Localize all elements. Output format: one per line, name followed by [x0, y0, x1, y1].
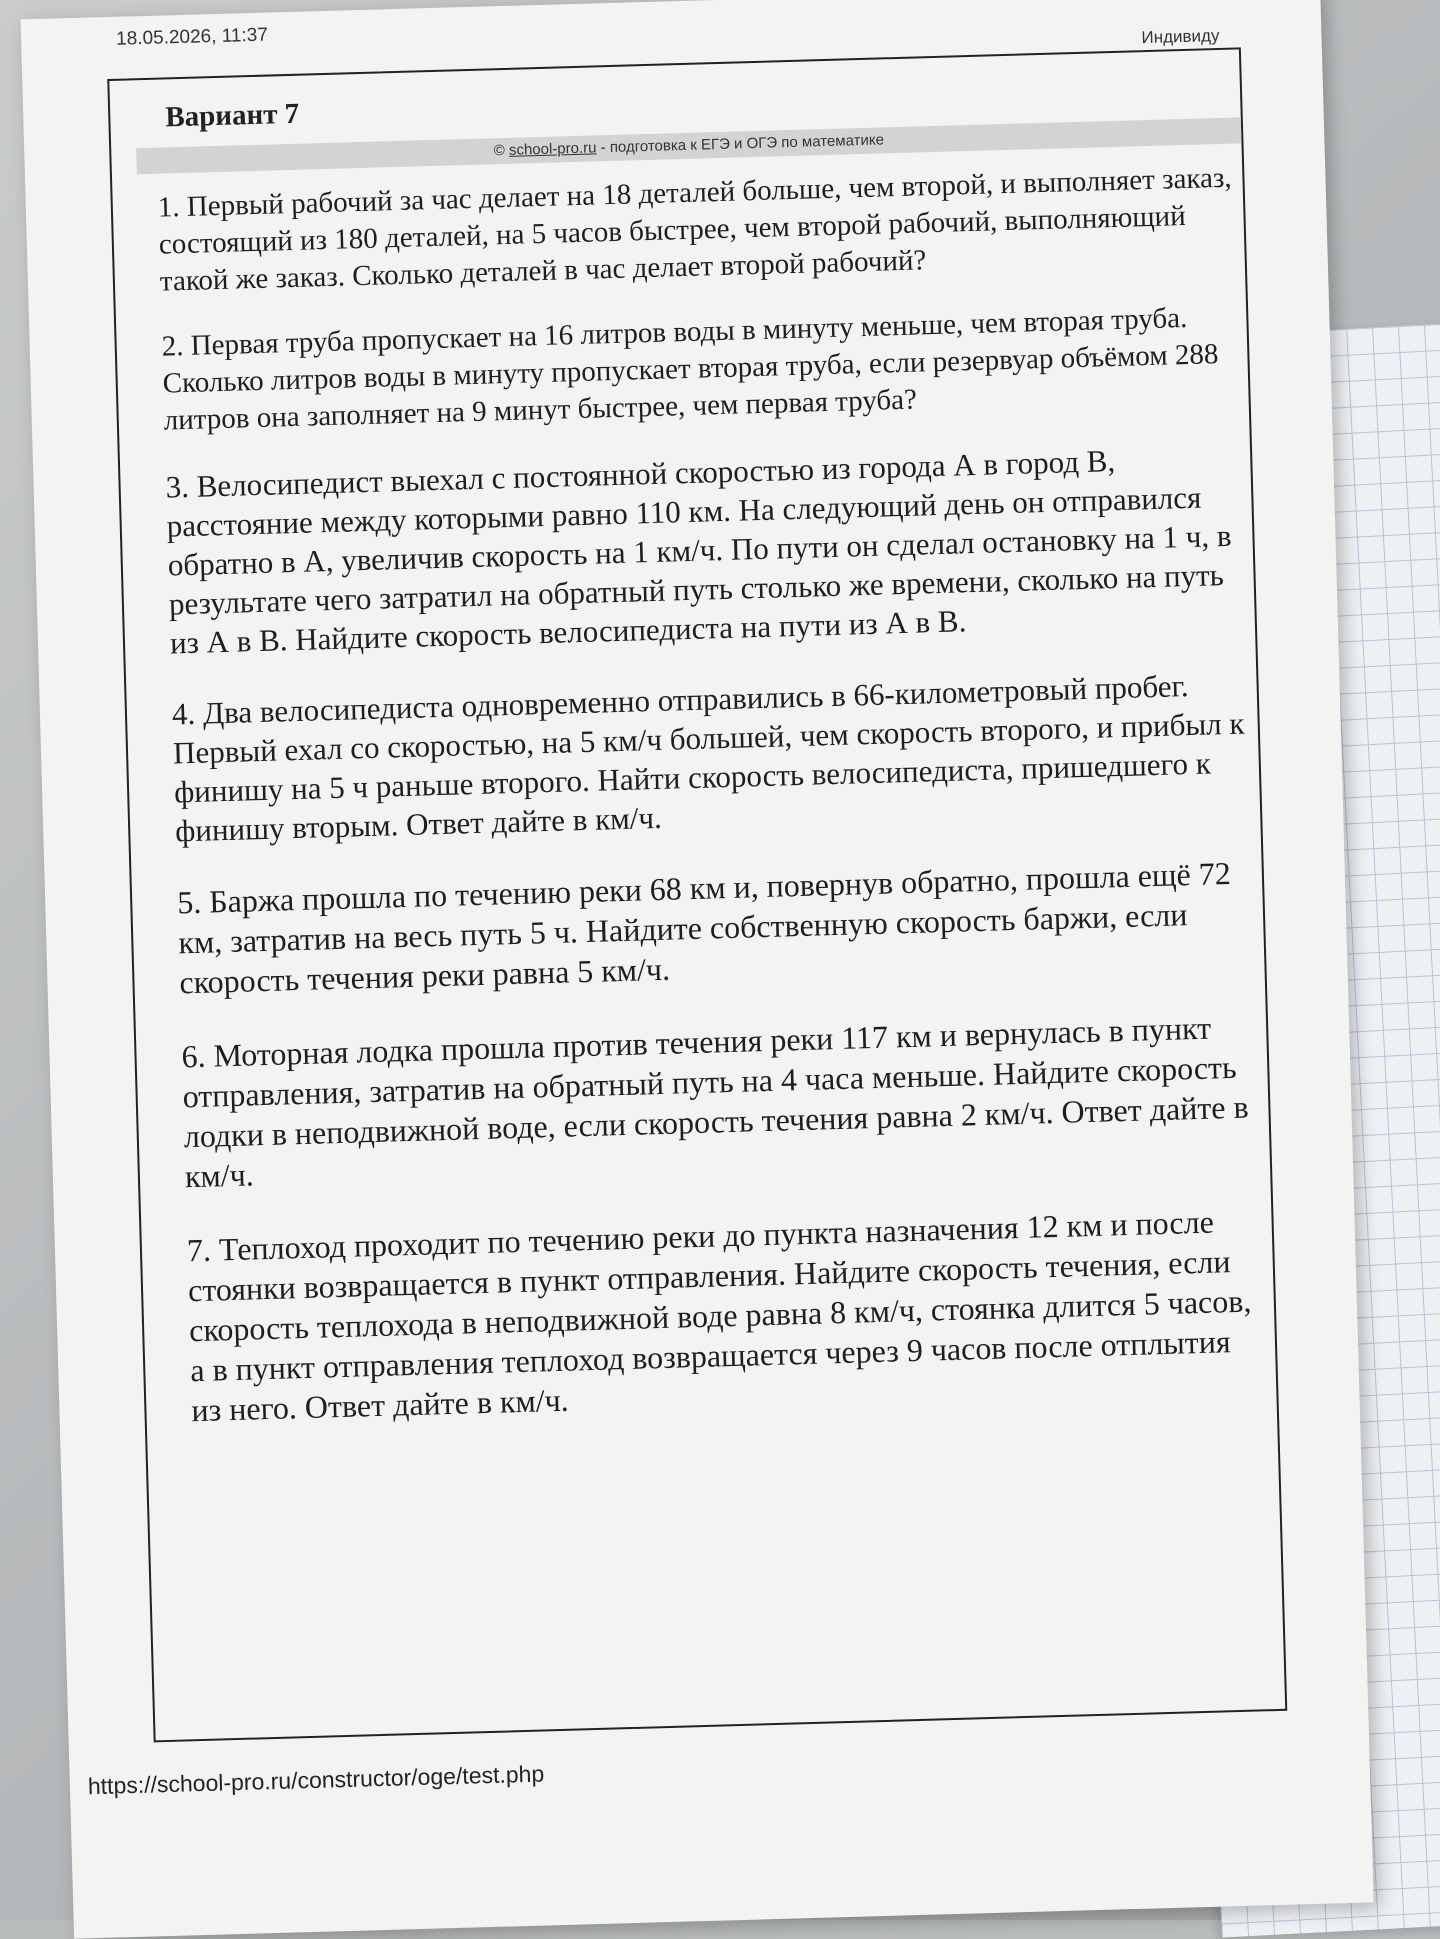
source-prefix: © [493, 141, 510, 160]
problem-7: 7. Теплоход проходит по течению реки до пункта назначения 12 км и после стоянки возвращается в пункт отправления. Найдите скорость течения, если скорость теплохода в неподвижной воде равна 8 км/ч, стоянка длится 5 часов, а в пункт отправления теплоход возвращается через 9 часов после отплытия из него. Ответ дайте в км/ч. [186, 1203, 1252, 1429]
source-link[interactable]: school-pro.ru [508, 139, 597, 159]
worksheet-frame [107, 47, 1287, 1742]
print-datetime: 18.05.2026, 11:37 [115, 24, 269, 50]
problem-2: 2. Первая труба пропускает на 16 литров воды в минуту меньше, чем вторая труба. Сколько литров воды в минуту пропускает вторая труба, если резервуар объёмом 288 литров она заполняет на 9 минут быстрее, чем первая труба? [161, 301, 1219, 437]
source-suffix: - подготовка к ЕГЭ и ОГЭ по математике [596, 131, 885, 157]
printed-page [21, 0, 1374, 1939]
problem-5: 5. Баржа прошла по течению реки 68 км и, повернув обратно, прошла ещё 72 км, затратив на весь путь 5 ч. Найдите собственную скорость баржи, если скорость течения реки равна 5 км/ч. [176, 854, 1232, 1001]
footer-url: https://school-pro.ru/constructor/oge/test.php [87, 1760, 545, 1800]
problem-3: 3. Велосипедист выехал с постоянной скоростью из города А в город В, расстояние между которыми равно 110 км. На следующий день он отправился обратно в А, увеличив скорость на 1 км/ч. По пути он сделал остановку на 1 ч, в результате чего затратил на обратный путь столько же времени, сколько на путь из А в В. Найдите скорость велосипедиста на пути из А в В. [165, 443, 1232, 661]
problem-6: 6. Моторная лодка прошла против течения реки 117 км и вернулась в пункт отправления, затратив на обратный путь на 4 часа меньше. Найдите скорость лодки в неподвижной воде, если скорость течения равна 2 км/ч. Ответ дайте в км/ч. [181, 1009, 1250, 1195]
problem-list [157, 160, 1267, 1465]
variant-title: Вариант 7 [164, 97, 300, 134]
problem-4: 4. Два велосипедиста одновременно отправились в 66-километровый пробег. Первый ехал со скоростью, на 5 км/ч большей, чем скорость второго, и прибыл к финишу на 5 ч раньше второго. Найти скорость велосипедиста, пришедшего к финишу вторым. Ответ дайте в км/ч. [171, 668, 1245, 849]
print-header-title: Индивиду [1141, 25, 1220, 48]
problem-1: 1. Первый рабочий за час делает на 18 деталей больше, чем второй, и выполняет заказ, состоящий из 180 деталей, на 5 часов быстрее, чем второй рабочий, выполняющий такой же заказ. Сколько деталей в час делает второй рабочий? [157, 161, 1232, 298]
